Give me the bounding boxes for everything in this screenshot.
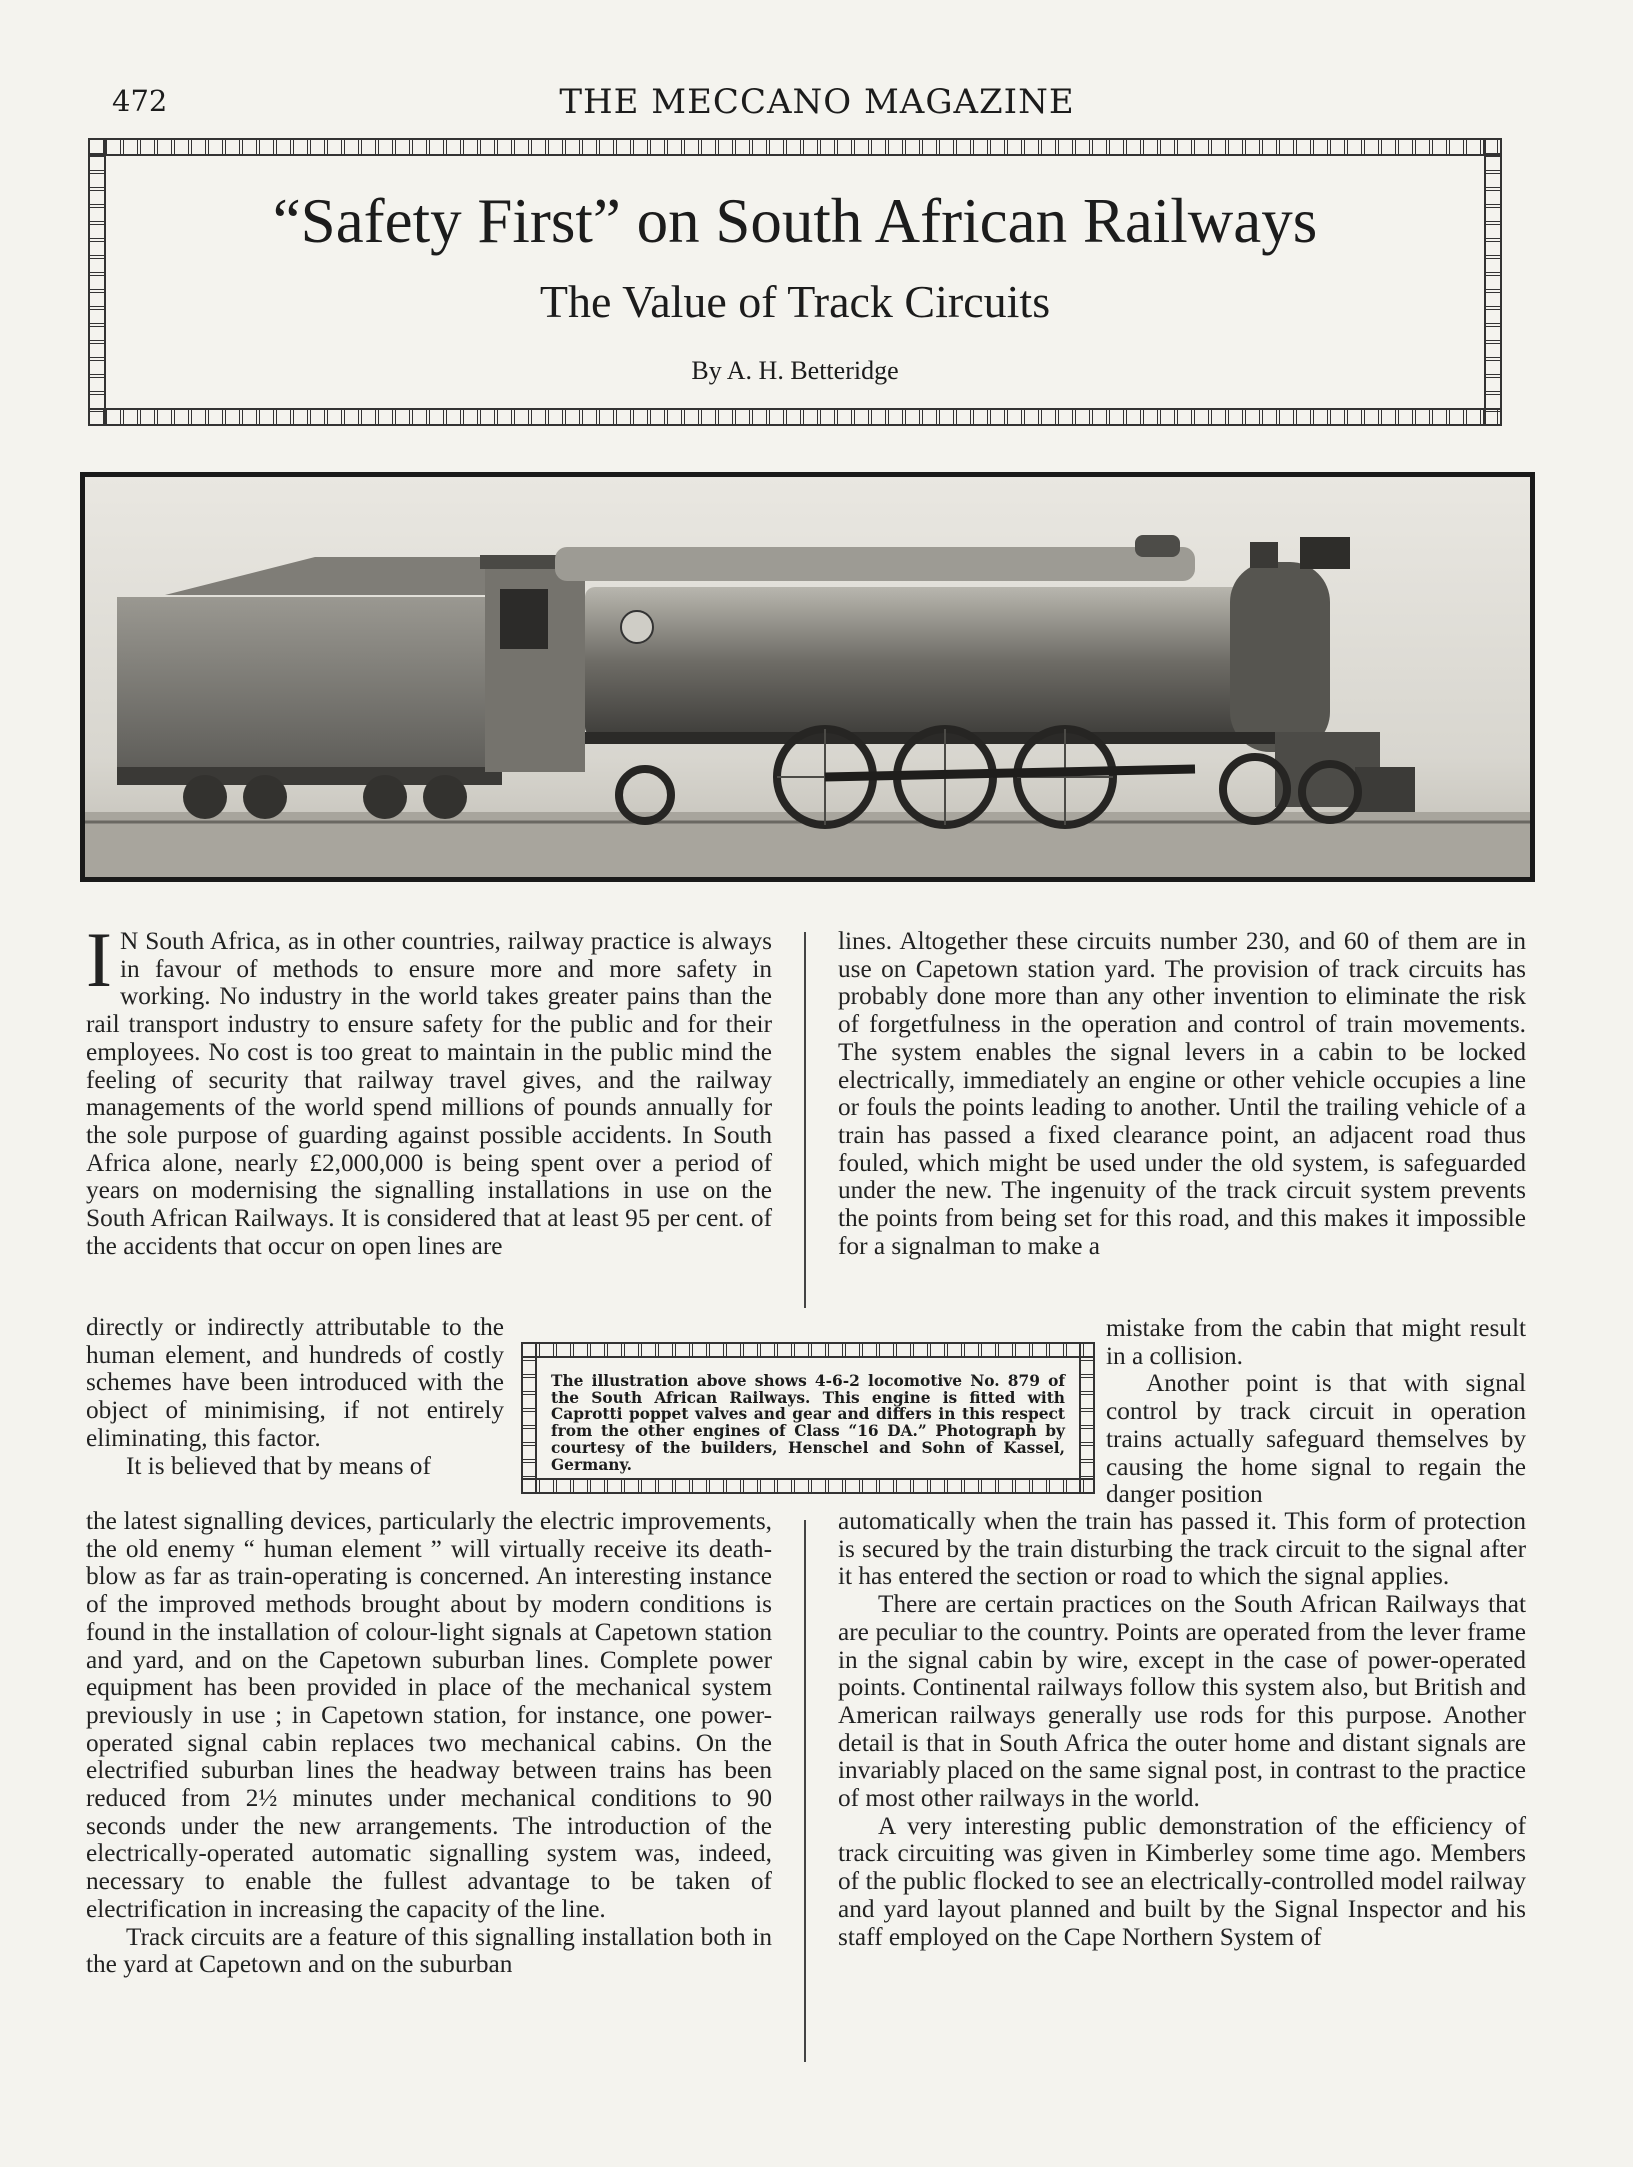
photo-caption: The illustration above shows 4-6-2 locomotive No. 879 of the South African Railways. This engine is fitted with Caprotti poppet valves and gear and differs in this respect from the other engines of Class “16 DA.” Photograph by courtesy of the builders, Henschel and Sohn of Kassel, Germany.: [551, 1372, 1065, 1474]
right-column-top: [838, 928, 1526, 1260]
magazine-title: THE MECCANO MAGAZINE: [559, 82, 1075, 122]
caption-border-bottom: [521, 1478, 1095, 1494]
caption-border-left: [521, 1342, 537, 1494]
title-border-bottom: [88, 408, 1502, 426]
locomotive-photo: [80, 472, 1535, 882]
drop-cap: I: [86, 916, 112, 1003]
paragraph: There are certain practices on the South African Railways that are peculiar to the country. Points are operated from the lever frame in the signal cabin by wire, except in the case of power-operated points. Continental railways follow this system also, but British and American railways generally use rods for this purpose. Another detail is that in South Africa the outer home and distant signals are invariably placed on the same signal post, in contrast to the practice of most other railways in the world.: [838, 1590, 1526, 1813]
paragraph: Track circuits are a feature of this signalling installation both in the yard at Capetown and on the suburban: [86, 1922, 772, 1979]
caption-border-top: [521, 1342, 1095, 1358]
locomotive-photo-icon: [85, 477, 1530, 877]
article-title: “Safety First” on South African Railways: [272, 186, 1318, 256]
paragraph: A very interesting public demonstration of the efficiency of track circuiting was given in Kimberley some time ago. Members of the public flocked to see an electrically-controlled model railway and yard layout planned and built by the Signal Inspector and his staff employed on the Cape Northern System of: [838, 1811, 1526, 1951]
left-column-middle: [86, 1314, 504, 1480]
running-head: [112, 80, 1522, 124]
column-rule: [804, 932, 806, 1308]
paragraph: It is believed that by means of: [126, 1451, 431, 1480]
paragraph: mistake from the cabin that might result in a collision.: [1106, 1314, 1526, 1370]
article-byline: By A. H. Betteridge: [691, 356, 899, 385]
paragraph: directly or indirectly attributable to the human element, and hundreds of costly schemes have been introduced with the object of minimising, if not entirely eliminating, this factor.: [86, 1313, 504, 1452]
paragraph: automatically when the train has passed it. This form of protection is secured by the train disturbing the track circuit to the signal after it has entered the section or road to which the signal applies.: [838, 1507, 1526, 1591]
article-subtitle: The Value of Track Circuits: [539, 276, 1051, 327]
right-column-middle: [1106, 1315, 1526, 1509]
title-border-top: [88, 138, 1502, 156]
title-border-left: [88, 138, 106, 426]
right-column-bottom: [838, 1508, 1526, 1951]
paragraph: N South Africa, as in other countries, railway practice is always in favour of methods to ensure more and more safety in working. No industry in the world takes greater pains than the rail transport industry to ensure safety for the public and for their employees. No cost is too great to maintain in the public mind the feeling of security that railway travel gives, and the railway managements of the world spend millions of pounds annually for the sole purpose of guarding against possible accidents. In South Africa alone, nearly £2,000,000 is being spent over a period of years on modernising the signalling installations in use on the South African Railways. It is considered that at least 95 per cent. of the accidents that occur on open lines are: [86, 927, 772, 1260]
page-number: 472: [112, 84, 168, 118]
left-column-bottom: [86, 1508, 772, 1979]
caption-border-right: [1079, 1342, 1095, 1494]
title-border-right: [1484, 138, 1502, 426]
photo-caption-box: [521, 1342, 1095, 1494]
left-column-top: [86, 916, 772, 1260]
paragraph: Another point is that with signal control by track circuit in operation trains actually safeguard themselves by causing the home signal to regain the danger position: [1106, 1369, 1526, 1509]
paragraph: the latest signalling devices, particularly the electric improvements, the old enemy “ human element ” will virtually receive its death-blow as far as train-operating is concerned. An interesting instance of the improved methods brought about by modern conditions is found in the installation of colour-light signals at Capetown station and yard, and on the Capetown suburban lines. Complete power equipment has been provided in place of the mechanical system previously in use ; in Capetown station, for instance, one power-operated signal cabin replaces two mechanical cabins. On the electrified suburban lines the headway between trains has been reduced from 2½ minutes under mechanical conditions to 90 seconds under the new arrangements. The introduction of the electrically-operated automatic signalling system was, indeed, necessary to enable the fullest advantage to be taken of electrification in increasing the capacity of the line.: [86, 1507, 772, 1923]
column-rule: [804, 1520, 806, 2062]
paragraph: lines. Altogether these circuits number 230, and 60 of them are in use on Capetown station yard. The provision of track circuits has probably done more than any other invention to eliminate the risk of forgetfulness in the operation and control of train movements. The system enables the signal levers in a cabin to be locked electrically, immediately an engine or other vehicle occupies a line or fouls the points leading to another. Until the trailing vehicle of a train has passed a fixed clearance point, an adjacent road thus fouled, which might be used under the old system, is safeguarded under the new. The ingenuity of the track circuit system prevents the points from being set for this road, and this makes it impossible for a signalman to make a: [838, 927, 1526, 1260]
